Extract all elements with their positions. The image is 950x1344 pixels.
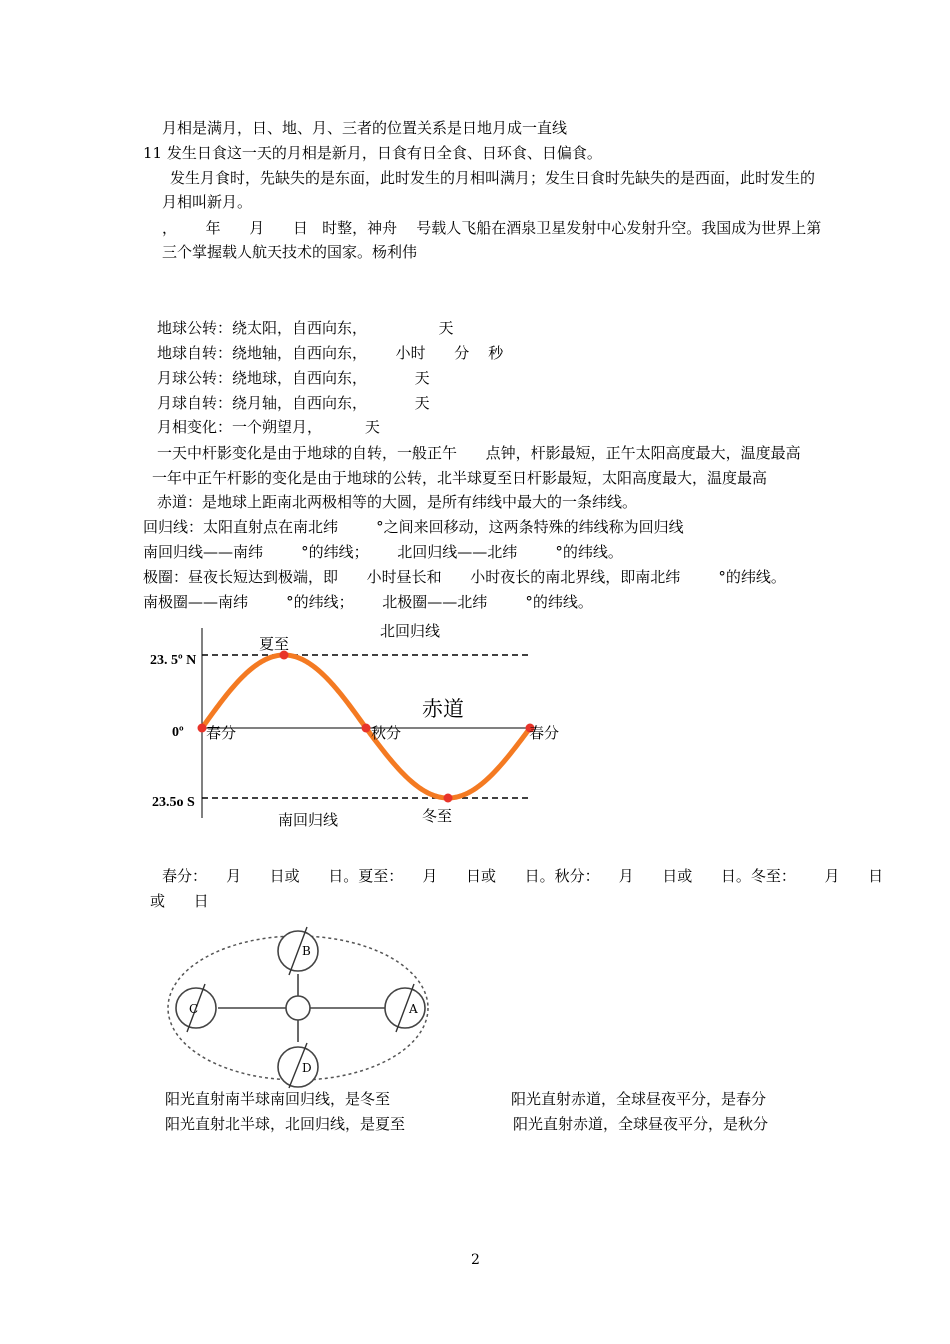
y-tick-label: 23.5o S xyxy=(152,795,195,810)
data-point xyxy=(444,794,453,803)
tropic-cancer-label: 北回归线 xyxy=(380,622,441,640)
data-point xyxy=(362,724,371,733)
text-line: 月相是满月，日、地、月、三者的位置关系是日地月成一直线 xyxy=(162,119,568,137)
text-line: 南极圈——南纬 °的纬线； 北极圈——北纬 °的纬线。 xyxy=(143,593,593,611)
text-line: ， 年 月 日 时整，神舟 号载人飞船在酒泉卫星发射中心发射升空。我国成为世界上第 xyxy=(162,219,822,237)
solar-term-dates-line: 春分： 月 日或 日。夏至： 月 日或 日。秋分： 月 日或 日。冬至： 月 日 xyxy=(162,867,884,885)
position-label: A xyxy=(409,1002,418,1016)
text-line: 一年中正午杆影的变化是由于地球的公转，北半球夏至日杆影最短，太阳高度最大，温度最高 xyxy=(152,469,768,487)
caption-autumn-equinox: 阳光直射赤道，全球昼夜平分，是秋分 xyxy=(513,1115,769,1133)
earth-position-c xyxy=(176,984,216,1032)
text-line: 月球自转：绕月轴，自西向东， 天 xyxy=(157,394,430,412)
sun-icon xyxy=(286,996,310,1020)
text-line: 回归线：太阳直射点在南北纬 °之间来回移动，这两条特殊的纬线称为回归线 xyxy=(143,518,684,536)
text-line: 发生月食时，先缺失的是东面，此时发生的月相叫满月；发生日食时先缺失的是西面，此时发生的 xyxy=(170,169,816,187)
caption-spring-equinox: 阳光直射赤道，全球昼夜平分，是春分 xyxy=(511,1090,767,1108)
x-category-label: 春分 xyxy=(529,724,560,742)
y-tick-label: 23. 5º N xyxy=(150,653,197,668)
position-label: D xyxy=(302,1061,312,1075)
x-category-label: 夏至 xyxy=(259,635,290,653)
solar-term-dates-line: 或 日 xyxy=(150,892,209,910)
text-line: 月相变化：一个朔望月， 天 xyxy=(157,418,380,436)
earth-position-d xyxy=(278,1043,318,1088)
x-category-label: 春分 xyxy=(206,724,237,742)
text-line: 11 发生日食这一天的月相是新月，日食有日全食、日环食、日偏食。 xyxy=(143,144,602,162)
x-category-label: 冬至 xyxy=(422,807,453,825)
text-line: 地球自转：绕地轴，自西向东， 小时 分 秒 xyxy=(157,344,504,362)
position-label: B xyxy=(302,944,311,958)
text-line: 月球公转：绕地球，自西向东， 天 xyxy=(157,369,430,387)
equator-label: 赤道 xyxy=(422,697,464,721)
text-line: 赤道：是地球上距南北两极相等的大圆，是所有纬线中最大的一条纬线。 xyxy=(157,493,638,511)
text-line: 一天中杆影变化是由于地球的自转，一般正午 点钟，杆影最短，正午太阳高度最大，温度最高 xyxy=(157,444,801,462)
page-number: 2 xyxy=(471,1252,480,1268)
caption-winter-solstice: 阳光直射南半球南回归线，是冬至 xyxy=(165,1090,391,1108)
caption-summer-solstice: 阳光直射北半球，北回归线，是夏至 xyxy=(165,1115,406,1133)
earth-position-b xyxy=(278,927,318,975)
x-category-label: 秋分 xyxy=(371,724,402,742)
tropic-capricorn-label: 南回归线 xyxy=(278,811,339,829)
text-line: 三个掌握载人航天技术的国家。杨利伟 xyxy=(162,243,418,261)
earth-orbit-diagram xyxy=(160,918,440,1090)
earth-position-a xyxy=(385,984,425,1032)
sun-direct-point-chart xyxy=(140,618,600,838)
y-tick-label: 0º xyxy=(172,725,184,740)
text-line: 南回归线——南纬 °的纬线； 北回归线——北纬 °的纬线。 xyxy=(143,543,623,561)
text-line: 地球公转：绕太阳，自西向东， 天 xyxy=(157,319,454,337)
text-line: 极圈：昼夜长短达到极端，即 小时昼长和 小时夜长的南北界线，即南北纬 °的纬线。 xyxy=(143,568,786,586)
text-line: 月相叫新月。 xyxy=(162,193,253,211)
position-label: C xyxy=(189,1002,199,1016)
